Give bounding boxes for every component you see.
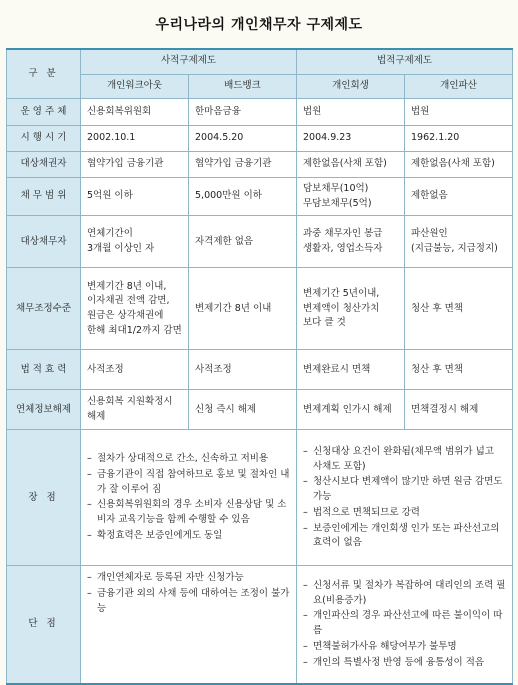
table-cell: 자격제한 없음 bbox=[189, 216, 297, 268]
table-cell: 제한없음(사채 포함) bbox=[297, 152, 405, 178]
table-cell: 변제완료시 면책 bbox=[297, 350, 405, 390]
row-label: 채 무 범 위 bbox=[7, 178, 81, 216]
table-row bbox=[7, 350, 513, 390]
table-cell: 5억원 이하 bbox=[81, 178, 189, 216]
header-col-rehab: 개인회생 bbox=[297, 74, 405, 98]
table-cell: 변제계획 인가시 해제 bbox=[297, 390, 405, 430]
table-cell: 협약가입 금융기관 bbox=[189, 152, 297, 178]
table-row bbox=[7, 268, 513, 350]
merit-private-item: – 확정효력은 보증인에게도 동일 bbox=[87, 529, 290, 544]
header-row-group bbox=[7, 49, 513, 74]
table-cell: 5,000만원 이하 bbox=[189, 178, 297, 216]
merits-private bbox=[81, 430, 297, 566]
header-gubun: 구 분 bbox=[7, 49, 81, 99]
row-label: 법 적 효 력 bbox=[7, 350, 81, 390]
header-row-cols bbox=[7, 74, 513, 98]
table-cell: 2004.5.20 bbox=[189, 126, 297, 152]
demerit-legal-item: – 개인의 특별사정 반영 등에 융통성이 적음 bbox=[303, 656, 506, 671]
merit-legal-item: – 신청대상 요건이 완화됨(채무액 범위가 넓고 사채도 포함) bbox=[303, 445, 506, 474]
table-cell: 청산 후 면책 bbox=[405, 268, 513, 350]
table-cell: 변제기간 8년 이내 bbox=[189, 268, 297, 350]
header-private-group: 사적구제제도 bbox=[81, 49, 297, 74]
table-cell: 2004.9.23 bbox=[297, 126, 405, 152]
merits-row bbox=[7, 430, 513, 566]
row-label: 대상채권자 bbox=[7, 152, 81, 178]
table-cell: 연체기간이 3개월 이상인 자 bbox=[81, 216, 189, 268]
header-col-badbank: 배드뱅크 bbox=[189, 74, 297, 98]
demerits-label: 단 점 bbox=[7, 566, 81, 684]
row-label: 시 행 시 기 bbox=[7, 126, 81, 152]
table-cell: 법원 bbox=[405, 99, 513, 126]
merit-legal-item: – 청산시보다 변제액이 많기만 하면 원금 감면도 가능 bbox=[303, 475, 506, 504]
header-col-workout: 개인워크아웃 bbox=[81, 74, 189, 98]
demerits-private bbox=[81, 566, 297, 684]
table-cell: 과중 채무자인 봉급 생활자, 영업소득자 bbox=[297, 216, 405, 268]
table-row bbox=[7, 152, 513, 178]
demerit-legal-item: – 신청서류 및 절차가 복잡하여 대리인의 조력 필요(비용증가) bbox=[303, 579, 506, 608]
table-cell: 제한없음 bbox=[405, 178, 513, 216]
table-row bbox=[7, 99, 513, 126]
table-cell: 변제기간 5년이내, 변제액이 청산가치 보다 클 것 bbox=[297, 268, 405, 350]
table-cell: 신용회복위원회 bbox=[81, 99, 189, 126]
merits-label: 장 점 bbox=[7, 430, 81, 566]
table-cell: 1962.1.20 bbox=[405, 126, 513, 152]
table-row bbox=[7, 126, 513, 152]
table-cell: 담보채무(10억) 무담보채무(5억) bbox=[297, 178, 405, 216]
merit-private-item: – 신용회복위원회의 경우 소비자 신용상담 및 소비자 교육기능을 함께 수행할 수 있음 bbox=[87, 498, 290, 527]
page-title: 우리나라의 개인채무자 구제제도 bbox=[155, 17, 363, 33]
table-cell: 신청 즉시 해제 bbox=[189, 390, 297, 430]
table-row bbox=[7, 216, 513, 268]
header-col-bankruptcy: 개인파산 bbox=[405, 74, 513, 98]
table-cell: 면책결정시 해제 bbox=[405, 390, 513, 430]
merit-legal-item: – 보증인에게는 개인회생 인가 또는 파산선고의 효력이 없음 bbox=[303, 522, 506, 551]
merit-private-item: – 절차가 상대적으로 간소, 신속하고 저비용 bbox=[87, 452, 290, 467]
table-cell: 변제기간 8년 이내, 이자채권 전액 감면, 원금은 상각채권에 한해 최대1/2까지 감면 bbox=[81, 268, 189, 350]
table-cell: 사적조정 bbox=[81, 350, 189, 390]
demerit-legal-item: – 면책불허가사유 해당여부가 불투명 bbox=[303, 640, 506, 655]
table-row bbox=[7, 390, 513, 430]
demerit-legal-item: – 개인파산의 경우 파산선고에 따른 불이익이 따름 bbox=[303, 609, 506, 638]
table-cell: 사적조정 bbox=[189, 350, 297, 390]
header-legal-group: 법적구제제도 bbox=[297, 49, 513, 74]
table-cell: 신용회복 지원확정시 해제 bbox=[81, 390, 189, 430]
row-label: 채무조정수준 bbox=[7, 268, 81, 350]
demerit-private-item: – 금융기관 외의 사채 등에 대하여는 조정이 불가능 bbox=[87, 587, 290, 616]
row-label: 연체정보해제 bbox=[7, 390, 81, 430]
table-cell: 청산 후 면책 bbox=[405, 350, 513, 390]
demerit-private-item: – 개인연체자로 등록된 자만 신청가능 bbox=[87, 571, 290, 586]
table-cell: 한마음금융 bbox=[189, 99, 297, 126]
row-label: 운 영 주 체 bbox=[7, 99, 81, 126]
demerits-legal bbox=[297, 566, 513, 684]
merit-legal-item: – 법적으로 면책되므로 강력 bbox=[303, 506, 506, 521]
table-cell: 2002.10.1 bbox=[81, 126, 189, 152]
table-cell: 법원 bbox=[297, 99, 405, 126]
merits-legal bbox=[297, 430, 513, 566]
relief-system-table bbox=[6, 48, 513, 685]
table-row bbox=[7, 178, 513, 216]
table-cell: 파산원인 (지급불능, 지급정지) bbox=[405, 216, 513, 268]
table-cell: 제한없음(사채 포함) bbox=[405, 152, 513, 178]
table-cell: 협약가입 금융기관 bbox=[81, 152, 189, 178]
merit-private-item: – 금융기관이 직접 참여하므로 홍보 및 절차인 내가 잘 이루어 짐 bbox=[87, 468, 290, 497]
demerits-row bbox=[7, 566, 513, 684]
row-label: 대상채무자 bbox=[7, 216, 81, 268]
